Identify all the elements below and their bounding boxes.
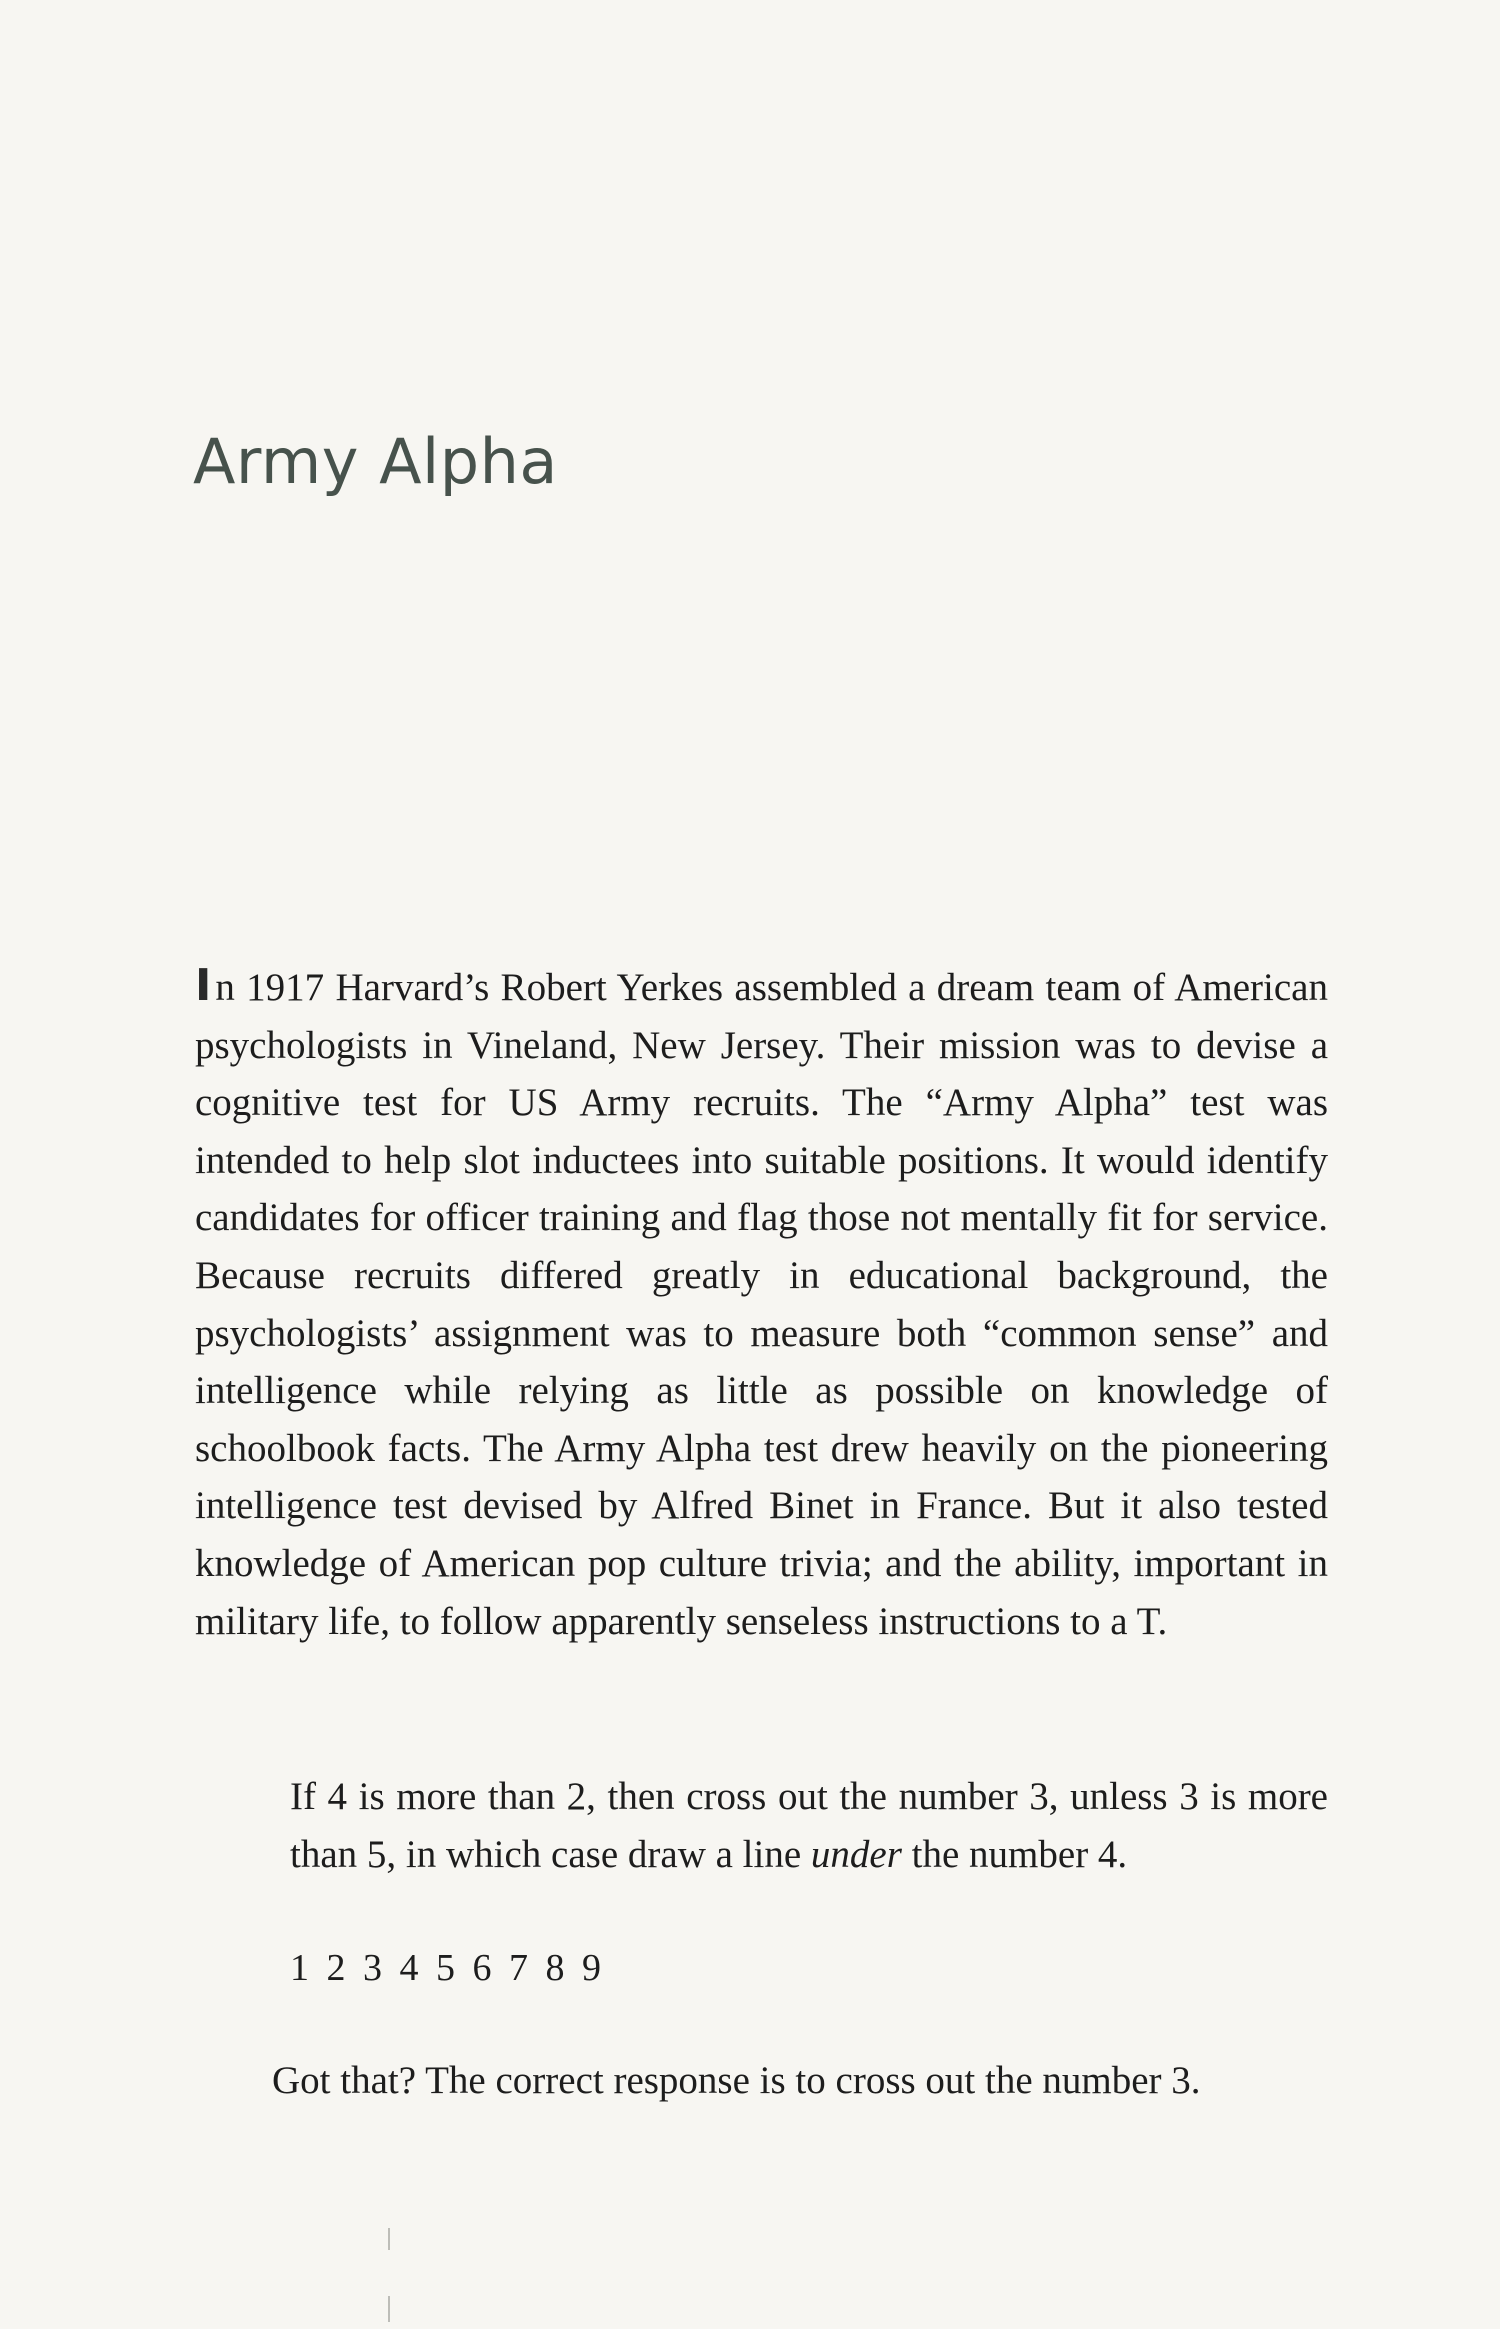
instruction-emphasis: under: [810, 1832, 902, 1876]
drop-cap: I: [195, 960, 212, 1011]
chapter-title: Army Alpha: [193, 425, 558, 498]
number-sequence: 1 2 3 4 5 6 7 8 9: [290, 1947, 605, 1989]
body-paragraph-text: n 1917 Harvard’s Robert Yerkes assembled a dream team of American psychologists in Vineland, New Jersey. Their mission was to devise a cognitive test for US Army recruits. The “Army Alpha” test was intended to help slot inductees into suitable positions. It would identify candidates for officer training and flag those not mentally fit for service. Because recruits differed greatly in educational background, the psychologists’ assignment was to measure both “common sense” and intelligence while relying as little as possible on knowledge of schoolbook facts. The Army Alpha test drew heavily on the pioneering intelligence test devised by Alfred Binet in France. But it also tested knowledge of American pop culture trivia; and the ability, important in military life, to follow apparently senseless instructions to a T.: [195, 966, 1328, 1643]
instruction-end: the number 4.: [911, 1832, 1128, 1876]
scan-mark: [388, 2228, 390, 2250]
closing-line: Got that? The correct response is to cross out the number 3.: [272, 2059, 1201, 2102]
test-instruction: [290, 1768, 1328, 1883]
scan-mark: [388, 2296, 390, 2322]
instruction-start: If 4 is more than 2, then cross out the number 3, unless 3 is more than 5, in which case draw a line: [290, 1775, 1328, 1876]
body-paragraph: [195, 957, 1328, 1650]
